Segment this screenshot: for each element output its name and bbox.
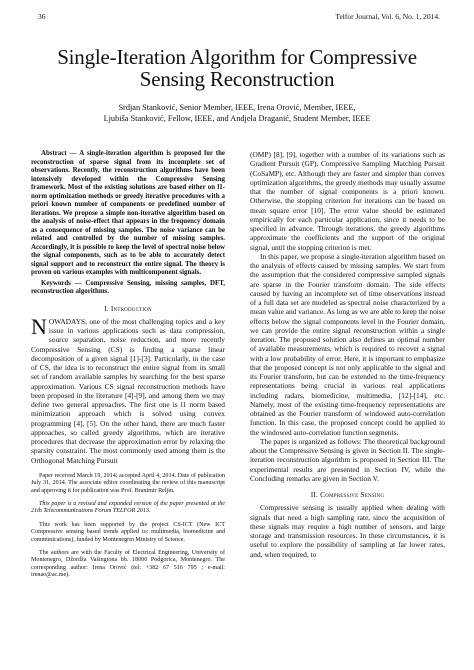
right-paragraph-4: Compressive sensing is usually applied when dealing with signals that need a high sampling rate, since the acquisition of these signals may require a high number of sensors, and large storage and transmission resources. In these circumstances, it is useful to explore the possibility of sampling at far lower rates, and, when required, to [250,503,445,559]
section-heading-compressive-sensing: II. Compressive Sensing [310,490,385,499]
paper-title [40,46,434,90]
page-number: 36 [38,12,46,21]
footnote-revised: This paper is a revised and expanded version of the paper presented at the 21th Telecommunications Forum TELFOR 2013. [31,500,225,515]
section-heading-introduction: I. Introduction [104,303,152,313]
authors-line-2: Ljubiša Stanković, Fellow, IEEE, and Andjela Draganić, Student Member, IEEE [103,114,371,123]
footnote-affiliation: The authors are with the Faculty of Electrical Engineering, University of Montenegro, Džordža Vašingtona bb. 18000 Podgorica, Montenegro. The corresponding author: Irena Orović (tel: +382 67 516 795 ; e-mail: irenao@ac.me). [31,550,225,579]
title-line-2: Sensing Reconstruction [139,67,335,91]
right-paragraph-3: The paper is organized as follows: The theoretical background about the Compressive Sensing is given in Section II. The single-iteration reconstruction algorithm is proposed in Section III. The experimental results are presented in Section IV, while the Concluding remarks are given in Section V. [250,436,445,483]
abstract: Abstract — A single-iteration algorithm is proposed for the reconstruction of sparse signal from its incomplete set of observations. Recently, the reconstruction algorithms have been intensively developed within the Compressive Sensing framework. Most of the existing solutions are based either on l1-norm optimization methods or greedy iterative procedures with a priori known number of components or predefined number of iterations. We propose a simple non-iterative algorithm based on the analysis of noise-effect that appears in the frequency domain as a consequence of missing samples. The noise variance can be related and controlled by the number of missing samples. Accordingly, it is possible to keep the level of spectral noise below the signal components, such as to be able to accurately detect signal support and to reconstruct the entire signal. The theory is proven on various examples with multicomponent signals. [31,150,225,276]
authors-line-1: Srdjan Stanković, Senior Member, IEEE, Irena Orović, Member, IEEE, [118,103,356,112]
author-list [40,102,434,124]
right-paragraph-2: In this paper, we propose a single-iteration algorithm based on the analysis of effects caused by missing samples. We start from the assumption that the considered compressive sampled signals are sparse in the Fourier transform domain. The side effects caused by having an incomplete set of time observations instead of a full data set are modeled as spectral noise characterized by a mean value and variance. As long as we are able to keep the noise effects below the signal components level in the Fourier domain, we can provide the entire signal reconstruction within a single iteration. The proposed solution also defines an optimal number of available measurements, which is required to recover a signal with a low probability of error. Here, it is important to emphasize that the proposed concept is not only applicable to the signal and its Fourier transform, but can be extended to the time-frequency representations being crucial in various real applications including radars, biomedicine, multimedia, [12]-[14], etc. Namely, most of the existing time-frequency representations are obtained as the Fourier transform of windowed auto-correlation function. In this case, the proposed concept could be applied to the windowed auto-correlation function segments. [250,251,445,437]
footnote-received: Paper received March 19, 2014; accepted April 4, 2014. Date of publication July 31, 2014. The associate editor coordinating the review of this manuscript and approving it for publication was Prof. Branimir Reljin. [31,472,225,494]
right-column [250,150,445,559]
journal-header: Telfor Journal, Vol. 6, No. 1, 2014. [335,12,440,21]
footnotes [31,473,225,580]
drop-cap: N [31,313,47,339]
keywords: Keywords — Compressive Sensing, missing samples, DFT, reconstruction algorithms. [31,279,225,295]
footnote-funding: This work has been supported by the project CS-ICT (New ICT Compressive sensing based trends applied to: multimedia, biomedicine and communications), funded by Montenegrin Ministry of Science. [31,521,225,543]
intro-paragraph [31,313,225,465]
intro-text: OWADAYS, one of the most challenging topics and a key issue in various applications such as data compression, source separation, noise reduction, and more recently Compressive Sensing (CS) is finding a sparse linear decomposition of a given signal [1]-[3]. Particularly, in the case of CS, the idea is to reconstruct the entire signal from its small set of random available samples by searching for the best sparse approximation. Various CS signal reconstruction methods have been proposed in the literature [4]-[9], and among them we may define two general approaches. The first one is l1 norm based minimization approach which is solved using convex programming [4], [5]. On the other hand, there are much faster approaches, so called greedy algorithms, which are iterative procedures that decrease the approximation error by relaxing the sparsity constraint. The most commonly used among them is the Orthogonal Matching Pursuit [31,316,225,465]
right-paragraph-1: (OMP) [8], [9], together with a number of its variations such as Gradient Pursuit (GP), Compressive Sampling Matching Pursuit (CoSaMP), etc. Although they are faster and simpler than convex optimization algorithms, the greedy methods may usually assume that the number of signal components is a priori known. Otherwise, the stopping criterion for iterations can be based on mean square error [10]. The error value should be estimated empirically for each particular application, since it needs to be specified in advance. Through iterations, the greedy algorithms approximate the coefficients and the support of the original signal, until the stopping criterion is met. [250,150,445,252]
left-column [31,150,225,586]
title-line-1: Single-Iteration Algorithm for Compressive [57,45,417,69]
